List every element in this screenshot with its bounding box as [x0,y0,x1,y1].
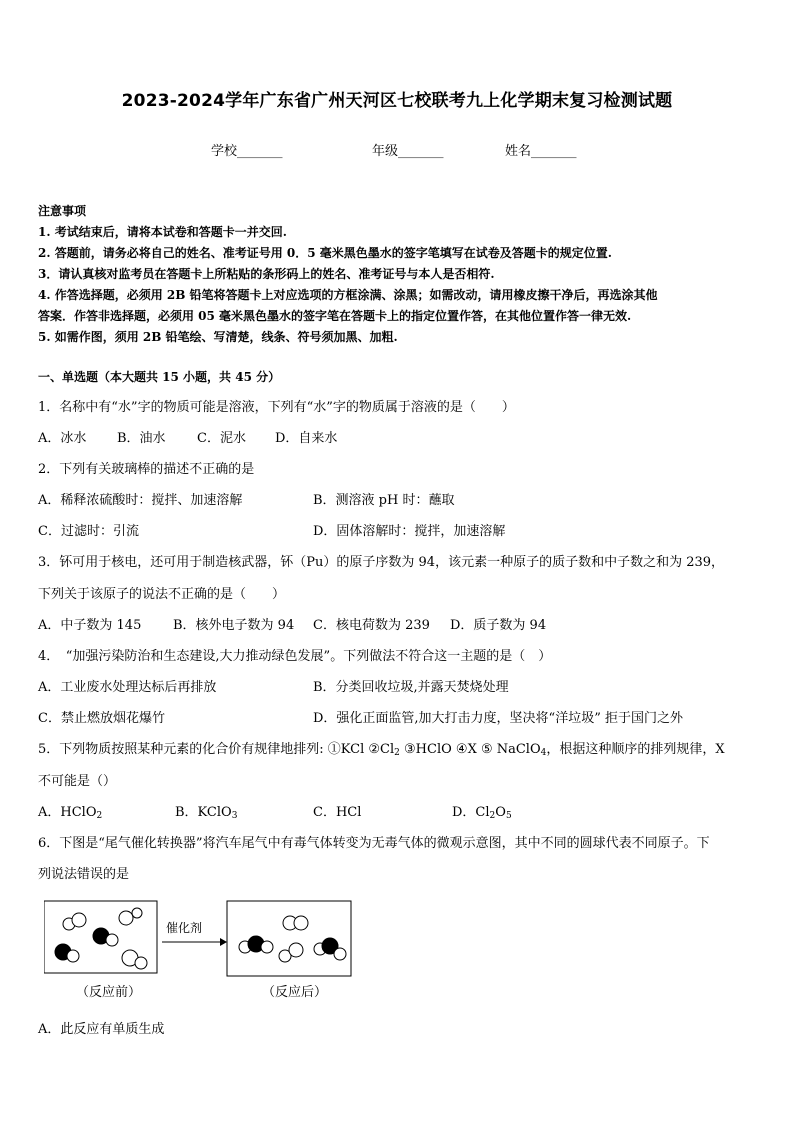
question-6-stem-cont: 列说法错误的是 [38,867,130,882]
q5-option-c: C．HCl [313,805,362,820]
question-2-stem: 2．下列有关玻璃棒的描述不正确的是 [38,462,255,477]
q3-option-c: C．核电荷数为 239 [313,618,430,633]
question-4-stem: 4． “加强污染防治和生态建设,大力推动绿色发展”。下列做法不符合这一主题的是（ ） [38,649,552,664]
notice-item: 2. 答题前，请务必将自己的姓名、准考证号用 0．5 毫米黑色墨水的签字笔填写在试卷及答题卡的规定位置. [38,246,612,260]
school-field: 学校_______ [211,144,283,159]
grade-field: 年级_______ [372,144,444,159]
q1-option-b: B．油水 [117,431,166,446]
section-heading: 一、单选题（本大题共 15 小题，共 45 分） [38,370,281,384]
q5-option-d: D．$Cl_2O_5$ [452,805,512,821]
reactant-box [44,901,157,973]
notice-heading: 注意事项 [38,204,87,218]
q4-option-c: C．禁止燃放烟花爆竹 [38,711,165,726]
q3-option-a: A．中子数为 145 [38,618,142,633]
catalyst-label: 催化剂 [166,921,203,935]
notice-item: 3．请认真核对监考员在答题卡上所粘贴的条形码上的姓名、准考证号与本人是否相符. [38,267,495,281]
question-5-stem: 5．下列物质按照某种元素的化合价有规律地排列: ①KCl $②Cl_2$ ③HClO ④X ⑤ NaClO$_4$，根据这种顺序的排列规律，X [38,742,725,758]
q1-option-d: D．自来水 [275,431,338,446]
arrow-head [220,938,227,946]
notice-item: 5. 如需作图，须用 2B 铅笔绘、写清楚，线条、符号须加黑、加粗. [38,330,398,344]
q5-option-b: B．KClO$_3$ [175,805,238,821]
q2-option-a: A．稀释浓硫酸时：搅拌、加速溶解 [38,493,243,508]
q4-option-b: B．分类回收垃圾,并露天焚烧处理 [313,680,509,695]
notice-item: 1. 考试结束后，请将本试卷和答题卡一并交回. [38,225,287,239]
question-3-stem-cont: 下列关于该原子的说法不正确的是（ ） [38,587,286,602]
notice-item: 4. 作答选择题，必须用 2B 铅笔将答题卡上对应选项的方框涂满、涂黑；如需改动，请用橡皮擦干净后，再选涂其他 [38,288,658,302]
product-box [227,901,351,976]
question-3-stem: 3．钚可用于核电，还可用于制造核武器，钚（Pu）的原子序数为 94，该元素一种原子的质子数和中子数之和为 239， [38,555,725,570]
q2-option-c: C．过滤时：引流 [38,524,139,539]
page-title: 2023-2024学年广东省广州天河区七校联考九上化学期末复习检测试题 [121,91,673,111]
question-6-stem: 6．下图是“尾气催化转换器”将汽车尾气中有毒气体转变为无毒气体的微观示意图，其中不同的圆球代表不同原子。下 [38,836,710,851]
q5-option-a: A．HClO$_2$ [38,805,103,821]
q2-option-d: D．固体溶解时：搅拌，加速溶解 [313,524,506,539]
notice-item: 答案．作答非选择题，必须用 05 毫米黑色墨水的签字笔在答题卡上的指定位置作答，在其他位置作答一律无效. [38,309,632,323]
after-label: （反应后） [262,985,328,1000]
q4-option-a: A．工业废水处理达标后再排放 [38,680,217,695]
question-5-stem-cont: 不可能是（） [38,774,117,789]
q2-option-b: B．测溶液 pH 时：蘸取 [313,493,455,508]
q6-option-a: A．此反应有单质生成 [38,1022,165,1037]
q3-option-d: D．质子数为 94 [450,618,547,633]
q3-option-b: B．核外电子数为 94 [173,618,295,633]
q1-option-a: A．冰水 [38,431,87,446]
reaction-diagram [44,898,364,1008]
q4-option-d: D．强化正面监管,加大打击力度，坚决将“洋垃圾” 拒于国门之外 [313,711,683,726]
question-1-stem: 1．名称中有“水”字的物质可能是溶液，下列有“水”字的物质属于溶液的是（ ） [38,400,515,415]
name-field: 姓名_______ [505,144,577,159]
before-label: （反应前） [76,985,142,1000]
q1-option-c: C．泥水 [197,431,246,446]
